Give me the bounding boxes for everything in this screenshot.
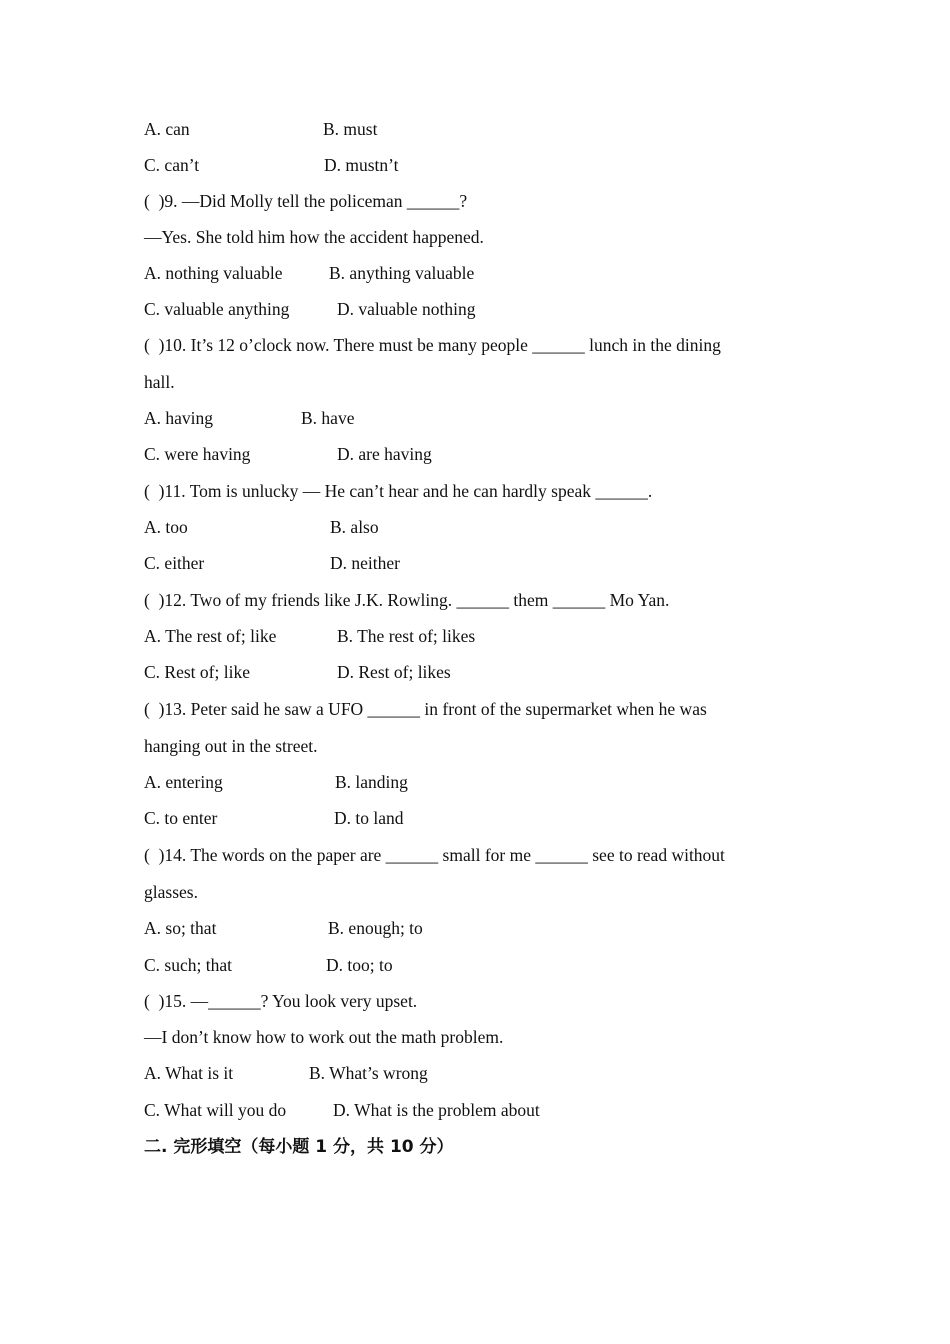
q11-option-b: B. also	[330, 517, 379, 537]
q12-option-b: B. The rest of; likes	[337, 626, 476, 646]
q9-option-a: A. nothing valuable	[144, 263, 283, 283]
q13-stem-cont: hanging out in the street.	[144, 736, 318, 756]
q13-option-a: A. entering	[144, 772, 223, 792]
q15-stem: ( )15. —______? You look very upset.	[144, 991, 418, 1011]
q11-option-c: C. either	[144, 553, 205, 573]
q12-option-d: D. Rest of; likes	[337, 662, 451, 682]
q11-option-a: A. too	[144, 517, 188, 537]
q15-option-a: A. What is it	[144, 1063, 234, 1083]
q14-stem: ( )14. The words on the paper are ______ small for me ______ see to read without	[144, 845, 725, 865]
q14-option-c: C. such; that	[144, 955, 232, 975]
q13-option-d: D. to land	[334, 808, 404, 828]
q8-option-d: D. mustn’t	[324, 155, 399, 175]
q10-option-d: D. are having	[337, 444, 432, 464]
q10-option-a: A. having	[144, 408, 214, 428]
q14-option-a: A. so; that	[144, 918, 217, 938]
q9-option-d: D. valuable nothing	[337, 299, 476, 319]
q9-option-b: B. anything valuable	[329, 263, 475, 283]
q10-stem: ( )10. It’s 12 o’clock now. There must be many people ______ lunch in the dining	[144, 335, 721, 355]
section-heading-cloze: 二. 完形填空（每小题 1 分，共 10 分）	[144, 1137, 454, 1157]
q12-option-c: C. Rest of; like	[144, 662, 250, 682]
q10-option-c: C. were having	[144, 444, 251, 464]
q12-stem: ( )12. Two of my friends like J.K. Rowling. ______ them ______ Mo Yan.	[144, 590, 670, 610]
q13-stem: ( )13. Peter said he saw a UFO ______ in front of the supermarket when he was	[144, 699, 707, 719]
q9-stem: ( )9. —Did Molly tell the policeman ______?	[144, 191, 468, 211]
q13-option-c: C. to enter	[144, 808, 218, 828]
q11-stem: ( )11. Tom is unlucky — He can’t hear and he can hardly speak ______.	[144, 481, 653, 501]
q8-option-a: A. can	[144, 119, 190, 139]
q14-option-b: B. enough; to	[328, 918, 423, 938]
q15-option-c: C. What will you do	[144, 1100, 287, 1120]
q12-option-a: A. The rest of; like	[144, 626, 277, 646]
q10-stem-cont: hall.	[144, 372, 175, 392]
q15-option-d: D. What is the problem about	[333, 1100, 540, 1120]
q10-option-b: B. have	[301, 408, 355, 428]
q8-option-c: C. can’t	[144, 155, 200, 175]
q14-option-d: D. too; to	[326, 955, 393, 975]
q8-option-b: B. must	[323, 119, 378, 139]
q9-reply: —Yes. She told him how the accident happened.	[144, 227, 484, 247]
q9-option-c: C. valuable anything	[144, 299, 290, 319]
q15-option-b: B. What’s wrong	[309, 1063, 428, 1083]
q14-stem-cont: glasses.	[144, 882, 198, 902]
q15-reply: —I don’t know how to work out the math problem.	[144, 1027, 504, 1047]
q11-option-d: D. neither	[330, 553, 400, 573]
q13-option-b: B. landing	[335, 772, 408, 792]
